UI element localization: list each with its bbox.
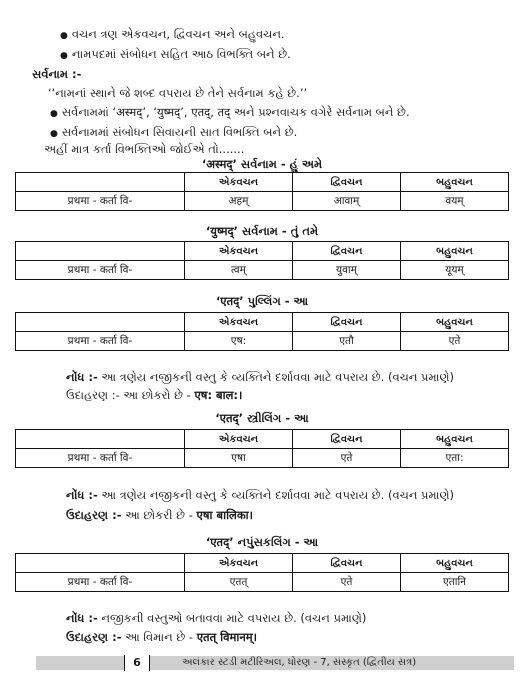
table-caption: ‘एतद्’ પુલ્લિંગ - આ [215,294,309,308]
declension-table [15,312,509,351]
example-sanskrit: एष: बाल:। [194,388,243,402]
table-row [16,192,509,211]
header-dual: દ્વિવચન [293,313,401,332]
header-plural: બહુવચન [400,313,508,332]
row-label: प्रथमा - कर्ता वि- [16,573,185,592]
declension-table [15,429,509,468]
note-label: નોંધ :- [66,488,98,502]
declension-table [15,553,509,592]
table-caption: ‘एतद्’ નપુંસકલિંગ - આ [205,535,319,549]
header-plural: બહુવચન [400,554,508,573]
example-label: ઉદાહરણ :- [66,388,120,402]
declension-table [15,172,509,211]
row-label: प्रथमा - कर्ता वि- [16,449,185,468]
header-dual: દ્વિવચન [293,173,401,192]
cell-dual: एते [293,573,401,592]
header-blank [16,313,185,332]
definition-quote: ‘‘નામનાં સ્થાને જે શબ્દ વપરાય છે તેને સર્વનામ કહે છે.’’ [48,86,308,100]
header-plural: બહુવચન [400,242,508,261]
page-footer [36,656,514,670]
header-singular: એકવચન [184,430,292,449]
sarvanam-bullet-2: ● સર્વનામમાં સંબોધન સિવાયની સાત વિભક્તિ બને છે. [50,125,298,139]
row-label: प्रथमा - कर्ता वि- [16,192,185,211]
cell-singular: अहम् [184,192,292,211]
cell-plural: एतानि [400,573,508,592]
intro-bullet-2: ● નામપદમાં સંબોધન સહિત આઠ વિભક્તિ બને છે. [60,47,291,61]
example-line: ઉદાહરણ :- આ વિમાન છે - एतत् विमानम्। [66,630,258,644]
note-label: નોંધ :- [66,611,98,625]
example-sanskrit: एषा बालिका। [196,508,254,522]
header-singular: એકવચન [184,554,292,573]
cell-dual: आवाम् [293,192,401,211]
cell-singular: एतत् [184,573,292,592]
table-caption: ‘युष्मद्’ સર્વનામ - તું તમે [205,224,319,238]
bullet-icon: ● [50,129,58,139]
cell-plural: यूयम् [400,261,508,280]
cell-dual: एते [293,449,401,468]
cell-dual: एतौ [293,332,401,351]
row-label: प्रथमा - कर्ता वि- [16,332,185,351]
cell-singular: एष: [184,332,292,351]
note-label: નોંધ :- [66,370,98,384]
table-row [16,332,509,351]
sarvanam-bullet-1: ● સર્વનામમાં ‘अस्मद्’, ‘युष्मद्’, एतद्, तद् અને પ્રશ્નવાચક વગેરે સર્વનામ બને છે. [50,105,410,119]
example-line: ઉદાહરણ :- આ છોકરો છે - एष: बाल:। [66,388,243,402]
table-header-row [16,430,509,449]
header-blank [16,430,185,449]
header-dual: દ્વિવચન [293,242,401,261]
cell-plural: वयम् [400,192,508,211]
note-line: નોંધ :- આ ત્રણેય નજીકની વસ્તુ કે વ્યક્તિને દર્શાવવા માટે વપરાય છે. (વચન પ્રમાણે) [66,488,454,502]
declension-table [15,241,509,280]
header-singular: એકવચન [184,313,292,332]
example-line: ઉદાહરણ :- આ છોકરી છે - एषा बालिका। [66,508,254,522]
row-label: प्रथमा - कर्ता वि- [16,261,185,280]
bullet-icon: ● [60,51,68,61]
page-number: 6 [124,655,150,671]
footer-text: અલંકાર સ્ટડી મટીરિઅલ, ધોરણ - 7, સંસ્કૃત (દ્વિતીય સત્ર) [182,657,417,668]
section-heading: સર્વનામ :- [32,67,82,81]
table-header-row [16,242,509,261]
cell-singular: त्वम् [184,261,292,280]
table-caption: ‘एतद्’ સ્ત્રીલિંગ - આ [215,411,309,425]
table-header-row [16,173,509,192]
note-line: નોંધ :- નજીકની વસ્તુઓ બતાવવા માટે વપરાય છે. (વચન પ્રમાણે) [66,611,367,625]
header-singular: એકવચન [184,242,292,261]
header-blank [16,173,185,192]
note-line: નોંધ :- આ ત્રણેય નજીકની વસ્તુ કે વ્યક્તિને દર્શાવવા માટે વપરાય છે. (વચન પ્રમાણે) [66,370,454,384]
header-blank [16,554,185,573]
table-header-row [16,313,509,332]
cell-dual: युवाम् [293,261,401,280]
sarvanam-note: અહીં માત્ર કર્તા વિભક્તિઓ જોઈએ તો....... [44,142,245,156]
table-header-row [16,554,509,573]
table-caption: ‘अस्मद्’ સર્વનામ - હું અમે [201,157,323,171]
header-plural: બહુવચન [400,430,508,449]
intro-bullet-1: ● વચન ત્રણ એકવચન, દ્વિવચન અને બહુવચન. [60,27,285,41]
header-dual: દ્વિવચન [293,430,401,449]
header-blank [16,242,185,261]
cell-plural: एता: [400,449,508,468]
table-row [16,449,509,468]
header-singular: એકવચન [184,173,292,192]
header-plural: બહુવચન [400,173,508,192]
header-dual: દ્વિવચન [293,554,401,573]
table-row [16,261,509,280]
cell-singular: एषा [184,449,292,468]
example-sanskrit: एतत् विमानम्। [196,630,258,644]
table-row [16,573,509,592]
example-label: ઉદાહરણ :- [66,508,122,522]
cell-plural: एते [400,332,508,351]
bullet-icon: ● [50,109,58,119]
example-label: ઉદાહરણ :- [66,630,122,644]
bullet-icon: ● [60,31,68,41]
